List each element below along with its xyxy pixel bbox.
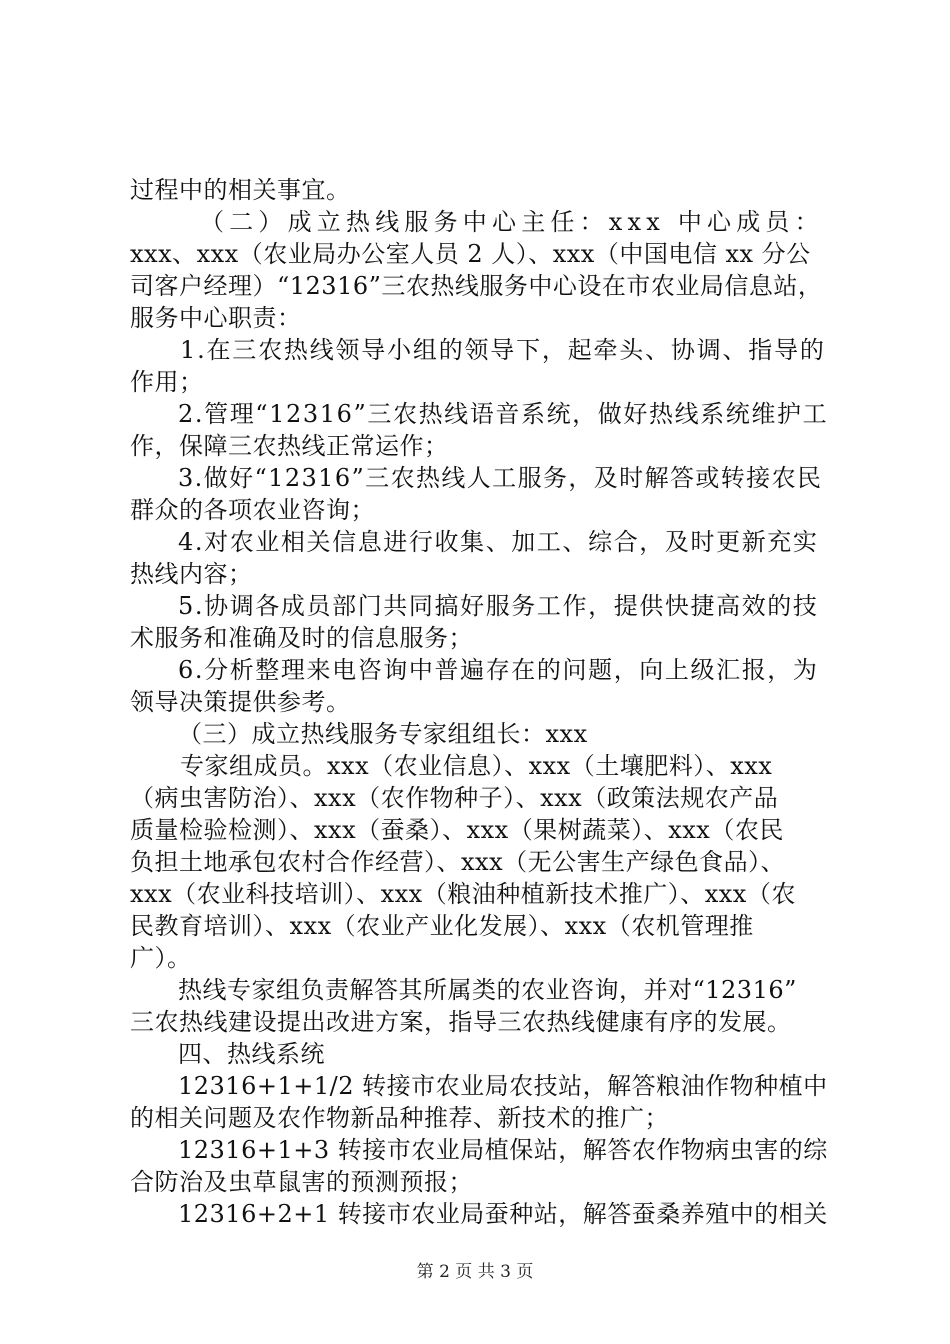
text-line: 作，保障三农热线正常运作；: [130, 432, 449, 460]
page-number: 第 2 页 共 3 页: [416, 1262, 534, 1282]
text-line: （病虫害防治）、xxx（农作物种子）、xxx（政策法规农产品: [130, 784, 779, 812]
text-line: （三）成立热线服务专家组组长：xxx: [178, 720, 588, 748]
text-line: 四、热线系统: [178, 1040, 325, 1068]
text-line: 3.做好“12316”三农热线人工服务，及时解答或转接农民: [178, 464, 823, 492]
text-line: 热线内容；: [130, 560, 253, 588]
text-line: xxx、xxx（农业局办公室人员 2 人）、xxx（中国电信 xx 分公: [130, 240, 811, 268]
text-line: 司客户经理）“12316”三农热线服务中心设在市农业局信息站，: [130, 272, 823, 300]
text-line: 负担土地承包农村合作经营）、xxx（无公害生产绿色食品）、: [130, 848, 786, 876]
text-line: 12316+2+1 转接市农业局蚕种站，解答蚕桑养殖中的相关: [178, 1200, 828, 1228]
text-line: 群众的各项农业咨询；: [130, 496, 375, 524]
text-line: 2.管理“12316”三农热线语音系统，做好热线系统维护工: [178, 400, 829, 428]
text-line: 的相关问题及农作物新品种推荐、新技术的推广；: [130, 1104, 669, 1132]
text-line: 过程中的相关事宜。: [130, 176, 351, 204]
text-line: 专家组成员。xxx（农业信息）、xxx（土壤肥料）、xxx: [180, 752, 773, 780]
text-line: 术服务和准确及时的信息服务；: [130, 624, 473, 652]
text-line: 5.协调各成员部门共同搞好服务工作，提供快捷高效的技: [178, 592, 819, 620]
text-line: 作用；: [130, 368, 204, 396]
text-line: 12316+1+3 转接市农业局植保站，解答农作物病虫害的综: [178, 1136, 828, 1164]
text-line: 服务中心职责：: [130, 304, 302, 332]
text-line: 民教育培训）、xxx（农业产业化发展）、xxx（农机管理推: [130, 912, 754, 940]
text-line: 1.在三农热线领导小组的领导下，起牵头、协调、指导的: [180, 336, 826, 364]
text-line: 4.对农业相关信息进行收集、加工、综合，及时更新充实: [178, 528, 819, 556]
text-line: 6.分析整理来电咨询中普遍存在的问题，向上级汇报，为: [178, 656, 819, 684]
text-line: xxx（农业科技培训）、xxx（粮油种植新技术推广）、xxx（农: [130, 880, 796, 908]
text-line: 合防治及虫草鼠害的预测预报；: [130, 1168, 473, 1196]
text-line: 12316+1+1/2 转接市农业局农技站，解答粮油作物种植中: [178, 1072, 828, 1100]
text-line: 领导决策提供参考。: [130, 688, 351, 716]
text-line: 广）。: [130, 944, 192, 972]
text-line: 热线专家组负责解答其所属类的农业咨询，并对“12316”: [178, 976, 797, 1004]
text-line: 三农热线建设提出改进方案，指导三农热线健康有序的发展。: [130, 1008, 792, 1036]
text-line: （二）成立热线服务中心主任：xxx 中心成员：: [200, 208, 824, 236]
text-line: 质量检验检测）、xxx（蚕桑）、xxx（果树蔬菜）、xxx（农民: [130, 816, 784, 844]
